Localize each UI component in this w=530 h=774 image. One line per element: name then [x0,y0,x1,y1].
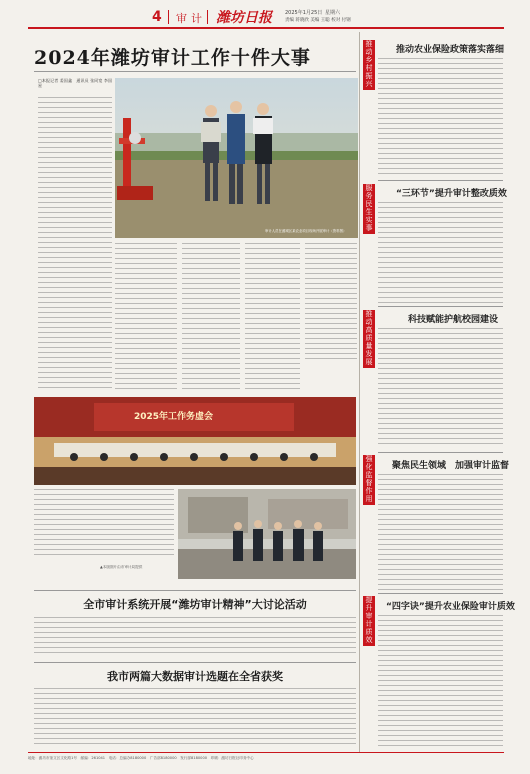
article-body [34,617,356,657]
article-body [34,688,356,746]
article-body [378,202,503,304]
meeting-banner: 2025年工作务虚会 [134,412,214,422]
main-headline: 2024年潍坊审计工作十件大事 [34,47,311,69]
issue-weekday: 星期六 [325,10,341,16]
masthead-rule [28,27,504,29]
sidebar-tab-2: 服务民生实事 [363,184,375,234]
section-rule [34,662,356,663]
section-rule [378,452,503,453]
article-body [378,58,503,176]
field-photo [115,78,358,238]
bottom-headline-2: 我市两篇大数据审计选题在全省获奖 [107,670,283,683]
editors-line: 责编 蒋晓欣 美编 王聪 校对 付钢 [285,18,351,23]
paper-name: 潍坊日报 [216,10,272,26]
sidebar-tab-3: 推动高质量发展 [363,310,375,368]
issue-date: 2025年1月25日 [285,10,323,16]
masthead-divider [207,10,208,24]
article-body [378,615,503,747]
article-body [182,243,240,393]
right-article-title-3: 科技赋能护航校园建设 [408,315,499,325]
footer-text: 地址：潍坊市奎文区文化路1号 邮编：261041 电话：总编办8180000 广告部8180000 发行部8180000 印刷：潍坊日报社印务中心 [28,756,254,760]
headline-rule [34,71,356,72]
masthead [0,0,530,30]
sidebar-tab-4: 强化监督作用 [363,455,375,505]
byline: □本报记者 姜国鑫 通讯员 张同宽 李国星 [38,78,112,88]
article-body [378,474,503,590]
bottom-photo-caption: ▲本版图片由市审计局提供 [100,565,143,569]
section-rule [378,180,503,181]
site-photo-image [178,489,356,579]
article-body [245,243,300,393]
bottom-headline-1: 全市审计系统开展“潍坊审计精神”大讨论活动 [83,598,307,611]
section-rule [34,590,356,591]
field-photo-image [115,78,358,238]
article-body [115,243,177,393]
section-rule [378,306,503,307]
photo-caption-text [34,489,174,559]
article-body [305,243,357,363]
right-article-title-4: 聚焦民生领域 加强审计监督 [392,461,510,471]
right-article-title-5: “四字诀”提升农业保险审计质效 [386,602,515,612]
meeting-photo [34,397,356,485]
right-article-title-1: 推动农业保险政策落实落细 [396,45,505,55]
site-photo [178,489,356,579]
footer-rule [28,752,504,753]
right-article-title-2: “三环节”提升审计整改质效 [396,189,507,199]
page-number: 4 [152,9,162,25]
article-body [378,328,503,448]
sidebar-tab-1: 推动乡村振兴 [363,40,375,90]
photo-caption: 审计人员在潍城区某农业项目现场开展审计（资料图） [265,229,347,233]
sidebar-tab-5: 提升审计质效 [363,596,375,646]
section-rule [378,593,503,594]
article-body [38,97,112,392]
column-divider [359,32,360,752]
masthead-divider [168,10,169,24]
section-name: 审计 [176,12,206,25]
